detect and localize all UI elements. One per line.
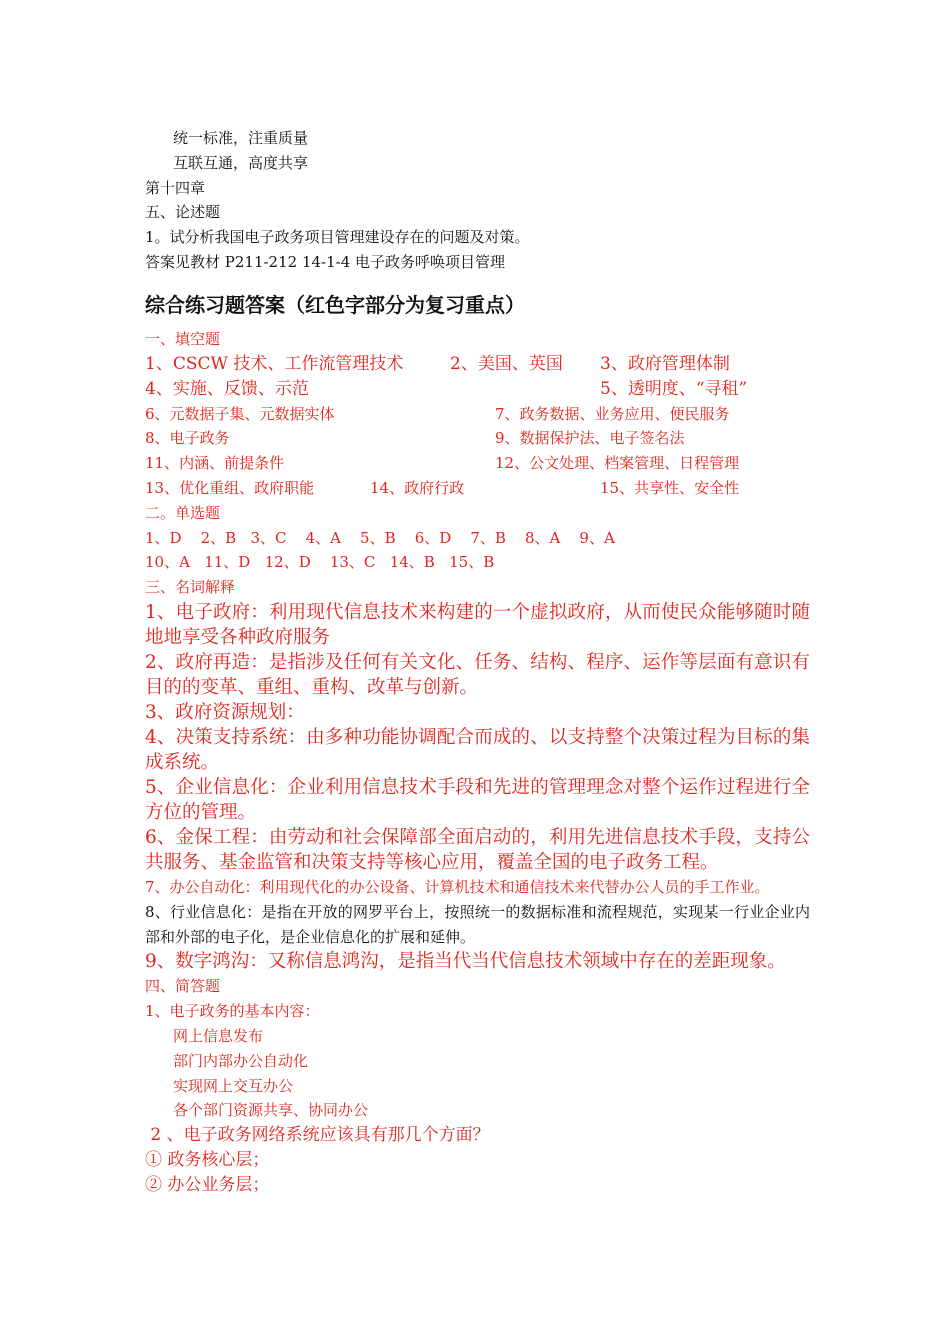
fill-answer: 1、CSCW 技术、工作流管理技术 bbox=[145, 353, 404, 374]
fill-answer: 14、政府行政 bbox=[370, 478, 465, 497]
short-answer-item: ② 办公业务层； bbox=[145, 1175, 270, 1196]
fill-answer-row bbox=[145, 402, 810, 427]
fill-answer-row bbox=[145, 476, 810, 501]
text-line: 互联互通，高度共享 bbox=[173, 153, 309, 172]
fill-answer: 12、公文处理、档案管理、日程管理 bbox=[495, 454, 740, 473]
fill-answer: 3、政府管理体制 bbox=[600, 353, 730, 374]
term-definition: 9、数字鸿沟：又称信息鸿沟，是指当代当代信息技术领域中存在的差距现象。 bbox=[145, 951, 786, 973]
fill-answer-row bbox=[145, 451, 810, 476]
term-definition: 8、行业信息化：是指在开放的网罗平台上，按照统一的数据标准和流程规范，实现某一行业企业内部和外部的电子化，是企业信息化的扩展和延伸。 bbox=[145, 902, 810, 946]
term-definition: 2、政府再造：是指涉及任何有关文化、任务、结构、程序、运作等层面有意识有目的的变革、重组、重构、改革与创新。 bbox=[145, 651, 810, 698]
fill-answer-row bbox=[145, 352, 810, 377]
fill-answer: 9、数据保护法、电子签名法 bbox=[495, 429, 685, 448]
answer-text: 答案见教材 P211-212 14-1-4 电子政务呼唤项目管理 bbox=[145, 252, 506, 271]
fill-answer: 4、实施、反馈、示范 bbox=[145, 378, 309, 399]
fill-answer: 5、透明度、“寻租” bbox=[600, 378, 748, 399]
chapter-heading: 第十四章 bbox=[145, 178, 206, 197]
term-definition: 4、决策支持系统：由多种功能协调配合而成的、以支持整个决策过程为目标的集成系统。 bbox=[145, 726, 810, 773]
short-answer-item: 网上信息发布 bbox=[173, 1026, 264, 1045]
fill-answer: 15、共享性、安全性 bbox=[600, 478, 740, 497]
short-answer-item: 各个部门资源共享、协同办公 bbox=[173, 1101, 369, 1120]
section-heading-terms: 三、名词解释 bbox=[145, 578, 236, 597]
text-line: 统一标准，注重质量 bbox=[173, 129, 309, 147]
fill-answer: 7、政务数据、业务应用、便民服务 bbox=[495, 404, 730, 423]
section-heading: 五、论述题 bbox=[145, 203, 221, 222]
fill-answer: 11、内涵、前提条件 bbox=[145, 454, 285, 473]
short-answer-item: 实现网上交互办公 bbox=[173, 1076, 294, 1095]
question-text: 1。试分析我国电子政务项目管理建设存在的问题及对策。 bbox=[145, 228, 530, 247]
term-definition: 5、企业信息化：企业利用信息技术手段和先进的管理理念对整个运作过程进行全方位的管理。 bbox=[145, 776, 810, 823]
term-definition: 3、政府资源规划： bbox=[145, 701, 305, 723]
fill-answer-row bbox=[145, 426, 810, 451]
document-body bbox=[145, 126, 810, 1198]
fill-answer: 8、电子政务 bbox=[145, 429, 230, 448]
section-heading-single: 二。单选题 bbox=[145, 503, 221, 522]
term-definition: 7、办公自动化：利用现代化的办公设备、计算机技术和通信技术来代替办公人员的手工作业。 bbox=[145, 877, 770, 896]
short-question: 1、电子政务的基本内容： bbox=[145, 1002, 320, 1021]
short-answer-item: ① 政务核心层； bbox=[145, 1150, 270, 1171]
fill-answer: 2、美国、英国 bbox=[450, 353, 563, 374]
single-answer-row: 1、D 2、B 3、C 4、A 5、B 6、D 7、B 8、A 9、A bbox=[145, 528, 615, 547]
section-heading-fill: 一、填空题 bbox=[145, 329, 221, 348]
fill-answer-row bbox=[145, 377, 810, 402]
fill-answer: 13、优化重组、政府职能 bbox=[145, 478, 315, 497]
fill-answer: 6、元数据子集、元数据实体 bbox=[145, 404, 335, 423]
single-answer-row: 10、A 11、D 12、D 13、C 14、B 15、B bbox=[145, 553, 495, 572]
term-definition: 1、电子政府：利用现代信息技术来构建的一个虚拟政府，从而使民众能够随时随地地享受各种政府服务 bbox=[145, 601, 810, 648]
short-answer-item: 部门内部办公自动化 bbox=[173, 1051, 309, 1070]
term-definition: 6、金保工程：由劳动和社会保障部全面启动的，利用先进信息技术手段，支持公共服务、基金监管和决策支持等核心应用，覆盖全国的电子政务工程。 bbox=[145, 826, 810, 873]
page-title: 综合练习题答案（红色字部分为复习重点） bbox=[145, 292, 525, 317]
section-heading-short: 四、简答题 bbox=[145, 977, 221, 996]
short-question: 2 、电子政务网络系统应该具有那几个方面？ bbox=[145, 1125, 490, 1146]
